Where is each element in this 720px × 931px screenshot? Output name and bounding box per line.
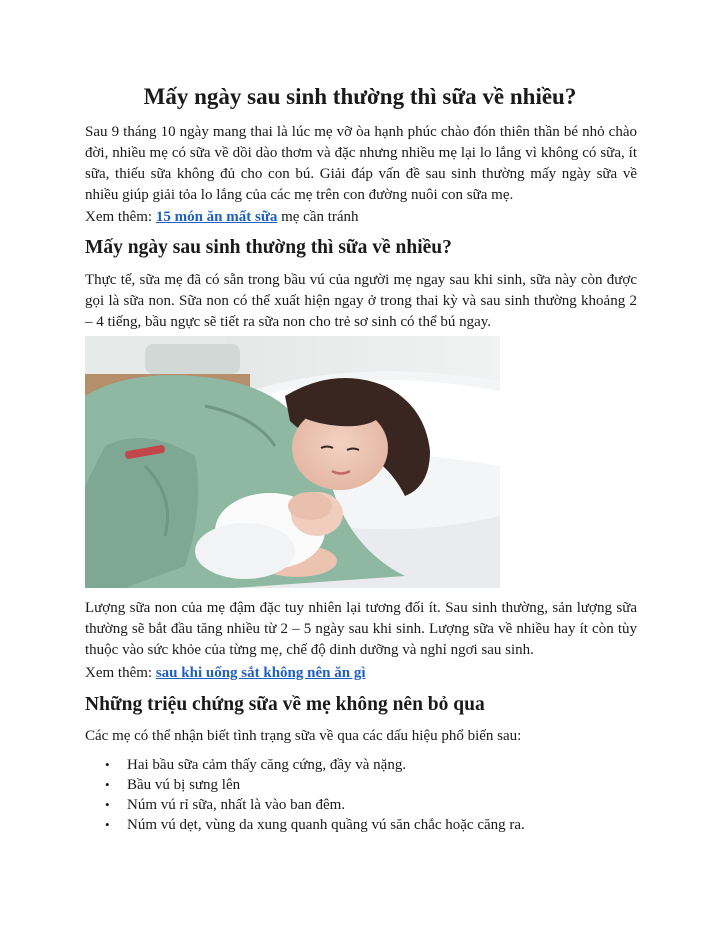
see-also-1-prefix: Xem thêm: [85, 209, 156, 225]
intro-paragraph: Sau 9 tháng 10 ngày mang thai là lúc mẹ vỡ òa hạnh phúc chào đón thiên thần bé nhỏ chào đời, nhiều mẹ có sữa về dồi dào thơm và đặc nhưng nhiều mẹ lại lo lắng vì không có sữa, ít sữa, thiếu sữa không đủ cho con bú. Giải đáp vấn đề sau sinh thường mấy ngày sữa về nhiều giúp giải tỏa lo lắng của các mẹ trên con đường nuôi con sữa mẹ. [85, 124, 637, 203]
see-also-1-suffix: mẹ cần tránh [277, 209, 359, 225]
list-item [85, 775, 525, 795]
see-also-2-link[interactable]: sau khi uống sắt không nên ăn gì [155, 665, 366, 681]
list-item-text: Núm vú dẹt, vùng da xung quanh quầng vú săn chắc hoặc căng ra. [127, 817, 525, 833]
see-also-1-link[interactable]: 15 món ăn mất sữa [155, 209, 278, 225]
mother-baby-photo [85, 336, 500, 588]
section2-intro: Các mẹ có thể nhận biết tình trạng sữa về qua các dấu hiệu phổ biến sau: [85, 728, 522, 744]
bullet-icon: • [105, 777, 110, 792]
section1-paragraph-2: Lượng sữa non của mẹ đậm đặc tuy nhiên lại tương đối ít. Sau sinh thường, sản lượng sữa thường sẽ bắt đầu tăng nhiều từ 2 – 5 ngày sau khi sinh. Lượng sữa về nhiều hay ít còn tùy thuộc vào sức khỏe của từng mẹ, chế độ dinh dưỡng và nghỉ ngơi sau sinh. [85, 600, 637, 658]
symptom-list [85, 755, 525, 835]
list-item-text: Hai bầu sữa cảm thấy căng cứng, đầy và nặng. [127, 757, 407, 773]
bullet-icon: • [105, 757, 110, 772]
photo-illustration [85, 336, 500, 588]
bullet-icon: • [105, 817, 110, 832]
see-also-2-prefix: Xem thêm: [85, 665, 156, 681]
see-also-2 [85, 663, 637, 684]
list-item [85, 815, 525, 835]
see-also-1 [85, 207, 637, 228]
bullet-icon: • [105, 797, 110, 812]
list-item-text: Bầu vú bị sưng lên [127, 777, 241, 793]
page-title: Mấy ngày sau sinh thường thì sữa về nhiều? [143, 84, 577, 109]
section1-paragraph-1: Thực tế, sữa mẹ đã có sẵn trong bầu vú của người mẹ ngay sau khi sinh, sữa này còn được gọi là sữa non. Sữa non có thể xuất hiện ngay ở trong thai kỳ và sau sinh thường khoảng 2 – 4 tiếng, bầu ngực sẽ tiết ra sữa non cho trẻ sơ sinh có thể bú ngay. [85, 272, 637, 330]
section1-heading: Mấy ngày sau sinh thường thì sữa về nhiều? [85, 237, 452, 258]
list-item [85, 755, 525, 775]
list-item [85, 795, 525, 815]
list-item-text: Núm vú rỉ sữa, nhất là vào ban đêm. [127, 797, 346, 813]
section2-heading: Những triệu chứng sữa về mẹ không nên bỏ qua [85, 694, 485, 715]
